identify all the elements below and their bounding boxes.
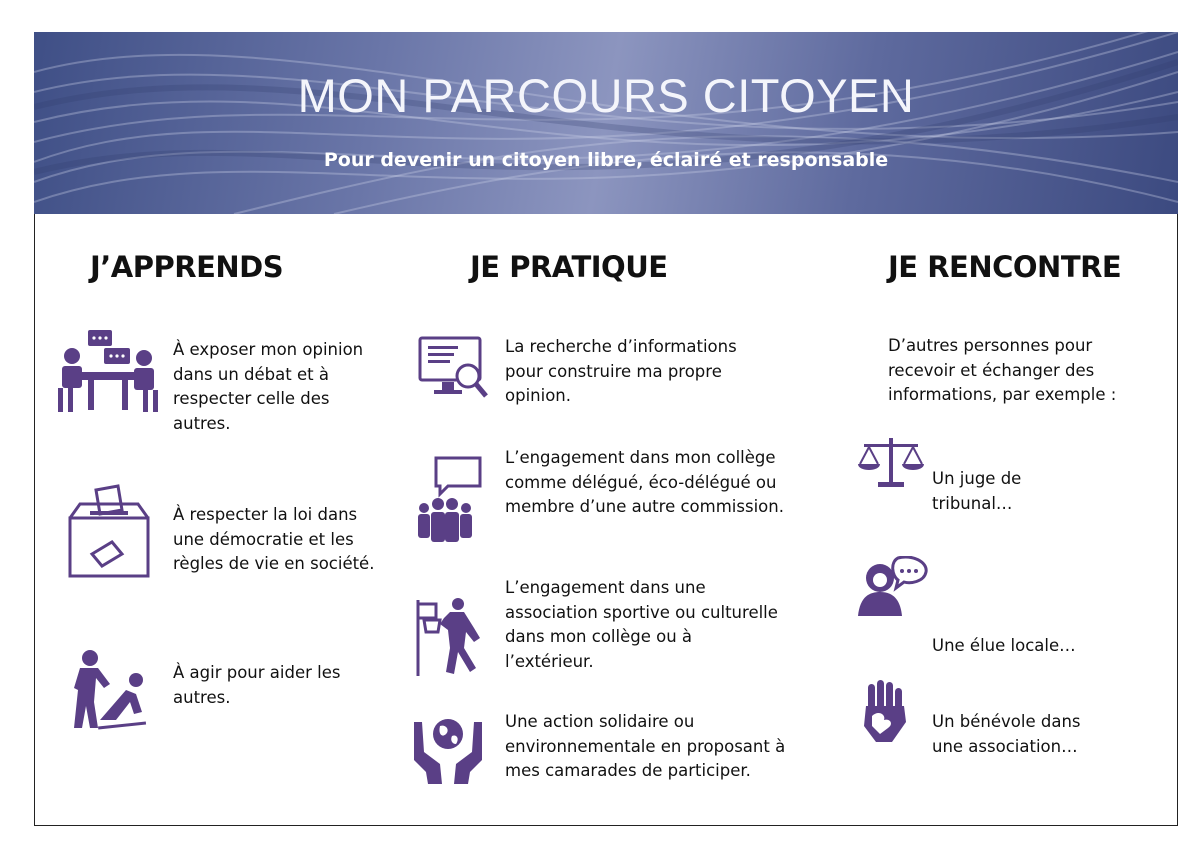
ballot-box-icon (66, 484, 152, 582)
helping-person-icon (70, 650, 152, 732)
item-text-elected: Une élue locale… (932, 636, 1076, 655)
heading-je-pratique: JE PRATIQUE (470, 250, 668, 284)
basketball-player-icon (414, 598, 484, 678)
monitor-search-icon (418, 336, 490, 402)
heading-je-rencontre: JE RENCONTRE (888, 250, 1122, 284)
wave-background (34, 32, 1178, 214)
debate-table-icon (58, 330, 158, 412)
item-text-association: L’engagement dans une association sportive ou culturelle dans mon collège ou à l’extérieur. (505, 578, 778, 671)
page-subtitle: Pour devenir un citoyen libre, éclairé et responsable (323, 149, 889, 171)
woman-speech-icon (856, 556, 928, 616)
item-text-law: À respecter la loi dans une démocratie et les règles de vie en société. (173, 505, 375, 573)
item-text-solidarity: Une action solidaire ou environnementale en proposant à mes camarades de participer. (505, 712, 786, 780)
item-text-delegate: L’engagement dans mon collège comme délégué, éco-délégué ou membre d’une autre commission. (505, 448, 784, 516)
item-text-debate: À exposer mon opinion dans un débat et à respecter celle des autres. (173, 340, 364, 433)
item-text-judge: Un juge de tribunal… (932, 469, 1022, 513)
item-text-research: La recherche d’informations pour construire ma propre opinion. (505, 337, 737, 405)
raised-hand-icon (860, 680, 912, 742)
hands-globe-icon (410, 712, 486, 786)
item-text-volunteer: Un bénévole dans une association… (932, 712, 1081, 756)
group-speech-icon (414, 456, 484, 544)
heading-japprends: J’APPRENDS (90, 250, 284, 284)
scales-icon (858, 438, 924, 488)
banner (34, 32, 1178, 214)
item-text-help: À agir pour aider les autres. (173, 663, 341, 707)
page-title: MON PARCOURS CITOYEN (297, 69, 915, 122)
intro-text: D’autres personnes pour recevoir et échanger des informations, par exemple : (888, 336, 1117, 404)
